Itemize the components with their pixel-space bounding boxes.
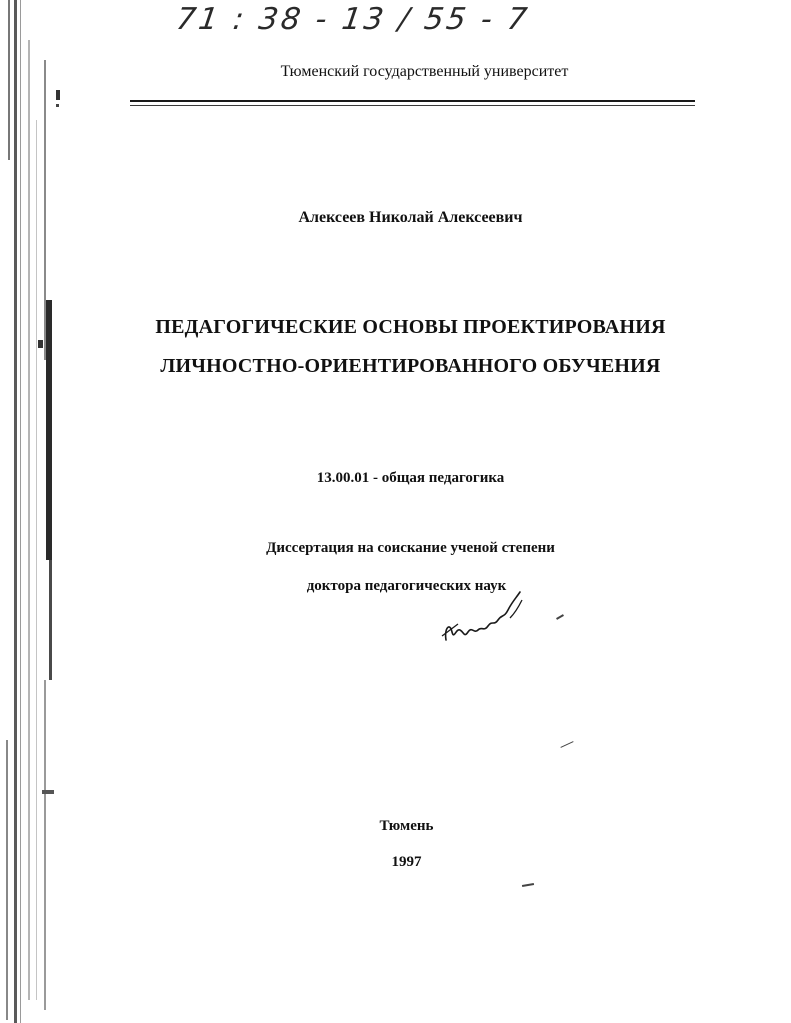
university-name: Тюменский государственный университет [280,63,569,80]
archive-code-handwritten: 71 : 38 - 13 / 55 - 7 [174,2,533,37]
scan-speck [560,741,573,748]
header-rule-thin [130,105,695,106]
scan-speck [522,883,534,887]
scan-speck [56,104,59,107]
author-name: Алексеев Николай Алексеевич [298,209,523,226]
header-rule-thick [130,100,695,102]
degree-line-1: Диссертация на соискание ученой степени [266,540,555,556]
specialty-code: 13.00.01 - общая педагогика [316,470,505,486]
scan-speck [556,614,564,620]
handwritten-signature [436,588,526,648]
dissertation-title-line-2: ЛИЧНОСТНО-ОРИЕНТИРОВАННОГО ОБУЧЕНИЯ [160,355,661,377]
dissertation-title-line-1: ПЕДАГОГИЧЕСКИЕ ОСНОВЫ ПРОЕКТИРОВАНИЯ [155,316,666,338]
year: 1997 [391,854,422,870]
city: Тюмень [379,818,434,834]
degree-line-2: доктора педагогических наук [306,578,507,594]
